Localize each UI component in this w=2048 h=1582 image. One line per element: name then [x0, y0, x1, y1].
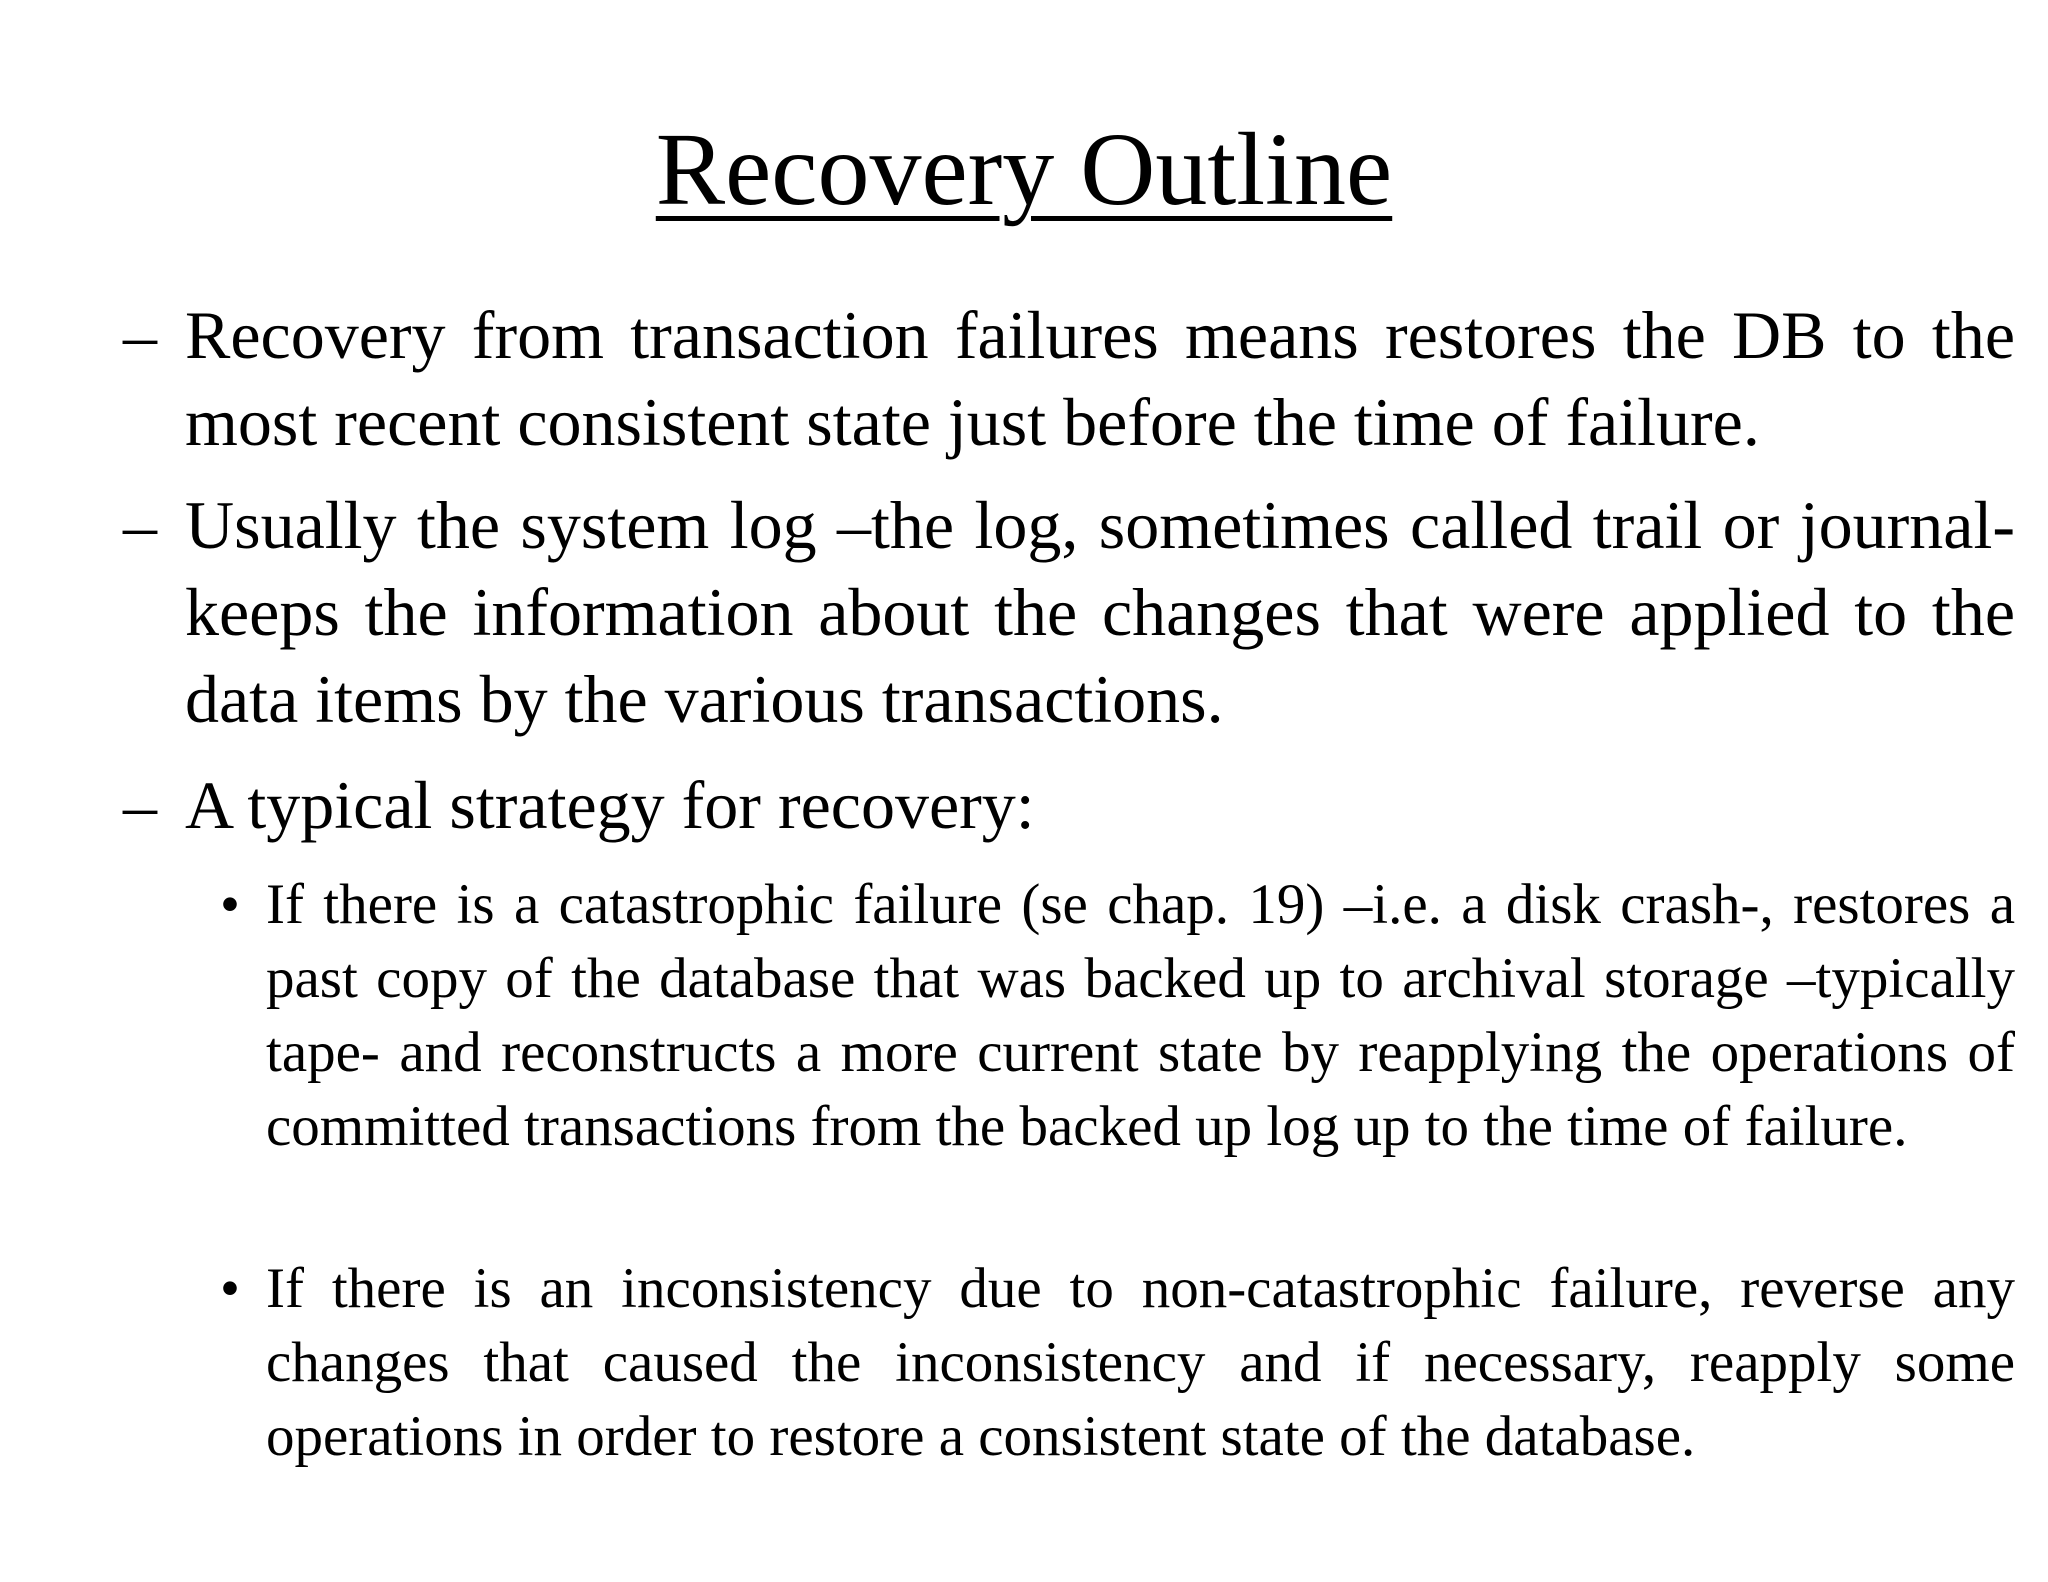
- slide-title: Recovery Outline: [655, 112, 1393, 227]
- bullet-item-3: [123, 762, 2015, 849]
- sub-bullet-item-1: [220, 868, 2015, 1164]
- dash-marker: –: [123, 487, 157, 563]
- bullet-dot-marker: •: [220, 873, 240, 936]
- bullet-text: Recovery from transaction failures means restores the DB to the most recent consistent state just before the time of failure.: [185, 297, 2015, 460]
- sub-bullet-item-2: [220, 1252, 2015, 1474]
- bullet-item-1: [123, 292, 2015, 466]
- dash-marker: –: [123, 767, 157, 843]
- bullet-dot-marker: •: [220, 1257, 240, 1320]
- bullet-text: Usually the system log –the log, sometimes called trail or journal- keeps the information about the changes that were applied to the data items by the various transactions.: [185, 487, 2015, 737]
- bullet-text: A typical strategy for recovery:: [185, 767, 1035, 843]
- bullet-item-2: [123, 482, 2015, 743]
- sub-bullet-text: If there is an inconsistency due to non-catastrophic failure, reverse any changes that caused the inconsistency and if necessary, reapply some operations in order to restore a consistent state of the database.: [266, 1257, 2015, 1468]
- sub-bullet-text: If there is a catastrophic failure (se chap. 19) –i.e. a disk crash-, restores a past copy of the database that was backed up to archival storage –typically tape- and reconstructs a more current state by reapplying the operations of committed transactions from the backed up log up to the time of failure.: [266, 873, 2015, 1158]
- dash-marker: –: [123, 297, 157, 373]
